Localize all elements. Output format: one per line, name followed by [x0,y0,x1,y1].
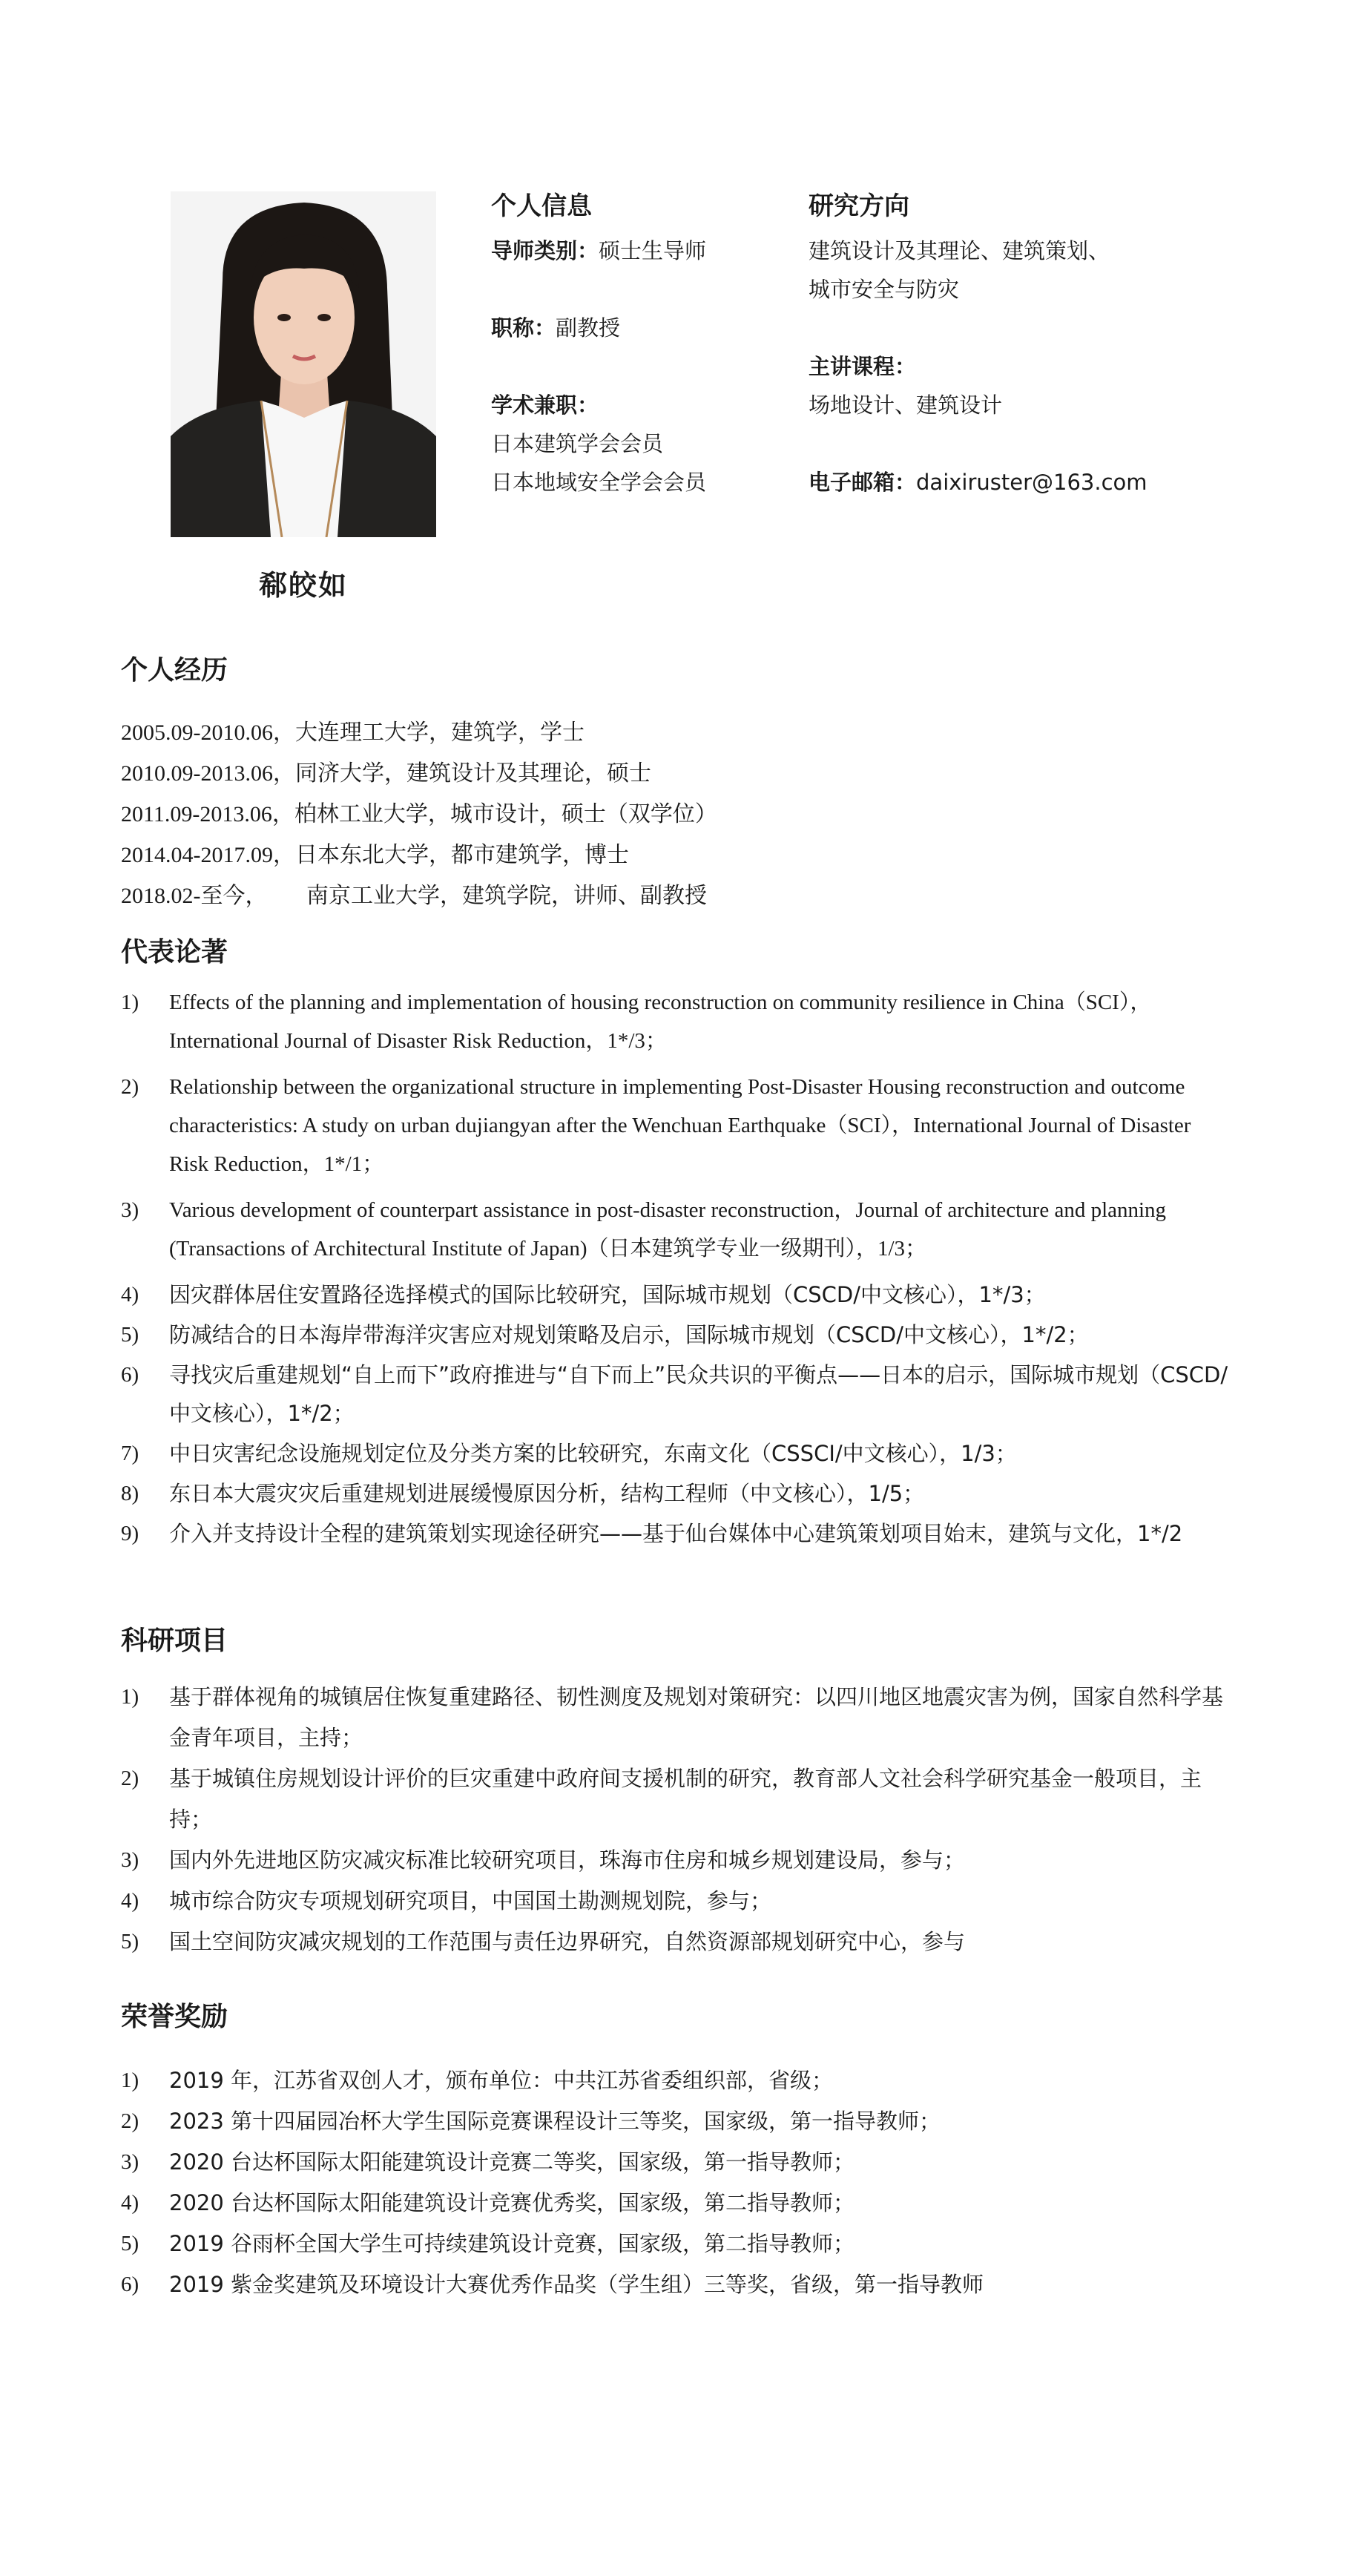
experience-item: 2011.09-2013.06，柏林工业大学，城市设计，硕士（双学位） [121,802,717,827]
item-number: 7) [121,1442,139,1465]
item-number: 4) [121,2191,139,2215]
item-text: Relationship between the organizational structure in implementing Post-Disaster Housing reconstruction and outcome characteristics: A study on urban dujiangyan after the Wenchuan Earthquake（SCI），International Journal of Disaster Risk Reduction，1*/1； [169,1075,1191,1176]
item-text: 因灾群体居住安置路径选择模式的国际比较研究，国际城市规划（CSCD/中文核心），1*/3； [169,1282,1046,1307]
list-item [121,2224,1234,2264]
advisor-type-row [491,231,788,270]
advisor-type-value: 硕士生导师 [599,238,707,263]
experience-list [121,712,1234,916]
email-label: 电子邮箱： [809,470,917,495]
list-item [121,2142,1234,2183]
list-item [121,1840,1234,1881]
item-text: 东日本大震灾灾后重建规划进展缓慢原因分析，结构工程师（中文核心），1/5； [169,1481,925,1506]
projects-list [121,1677,1234,1962]
list-item [121,1677,1234,1758]
list-item [121,983,1234,1060]
person-name: 郗皎如 [258,569,348,602]
courses-label: 主讲课程： [809,354,917,379]
list-item [121,2060,1234,2101]
list-item [121,1881,1234,1922]
job-title-label: 职称： [491,315,556,341]
item-number: 5) [121,1930,139,1954]
profile-photo [171,191,436,537]
item-text: 介入并支持设计全程的建筑策划实现途径研究——基于仙台媒体中心建筑策划项目始末，建筑与文化，1*/2 [169,1521,1183,1546]
list-item [121,2264,1234,2305]
experience-item: 2005.09-2010.06，大连理工大学，建筑学，学士 [121,720,585,745]
item-number: 3) [121,2150,139,2174]
item-number: 3) [121,1198,139,1222]
personal-info-heading: 个人信息 [491,191,592,221]
academic-line: 日本建筑学会会员 [491,431,664,456]
papers-heading: 代表论著 [121,937,228,967]
experience-item: 2018.02-至今， 南京工业大学，建筑学院，讲师、副教授 [121,884,707,908]
list-item [121,1474,1234,1513]
experience-item: 2014.04-2017.09，日本东北大学，都市建筑学，博士 [121,843,629,867]
item-text: 寻找灾后重建规划“自上而下”政府推进与“自下而上”民众共识的平衡点——日本的启示，国际城市规划（CSCD/中文核心），1*/2； [169,1362,1228,1426]
job-title-value: 副教授 [556,315,621,341]
list-item [121,1434,1234,1473]
awards-list [121,2060,1234,2305]
item-text: 国土空间防灾减灾规划的工作范围与责任边界研究，自然资源部规划研究中心，参与 [169,1929,966,1954]
item-text: 2019 年，江苏省双创人才，颁布单位：中共江苏省委组织部，省级； [169,2068,834,2093]
projects-heading: 科研项目 [121,1626,228,1656]
item-text: 基于城镇住房规划设计评价的巨灾重建中政府间支援机制的研究，教育部人文社会科学研究基金一般项目，主持； [169,1766,1202,1832]
item-text: Effects of the planning and implementation of housing reconstruction on community resilience in China（SCI），International Journal of Disaster Risk Reduction，1*/3； [169,990,1152,1053]
awards-heading: 荣誉奖励 [121,2002,228,2032]
item-number: 6) [121,1363,139,1387]
list-item [121,1758,1234,1840]
item-number: 1) [121,990,139,1014]
list-item [121,1191,1234,1268]
item-number: 4) [121,1889,139,1913]
list-item [121,1275,1234,1314]
academic-label: 学术兼职： [491,392,599,418]
item-text: 防减结合的日本海岸带海洋灾害应对规划策略及启示，国际城市规划（CSCD/中文核心），1*/2； [169,1322,1089,1347]
courses-value: 场地设计、建筑设计 [809,392,1003,418]
email-row [809,463,1224,502]
item-text: 基于群体视角的城镇居住恢复重建路径、韧性测度及规划对策研究：以四川地区地震灾害为例，国家自然科学基金青年项目，主持； [169,1684,1224,1750]
experience-heading: 个人经历 [121,655,228,686]
research-line: 城市安全与防灾 [809,277,960,302]
item-text: 2020 台达杯国际太阳能建筑设计竞赛二等奖，国家级，第一指导教师； [169,2149,855,2175]
item-text: 中日灾害纪念设施规划定位及分类方案的比较研究，东南文化（CSSCI/中文核心），1/3； [169,1441,1017,1466]
list-item [121,1356,1234,1433]
papers-list [121,983,1234,1554]
list-item [121,2101,1234,2142]
item-number: 1) [121,2069,139,2092]
list-item [121,1068,1234,1183]
item-number: 3) [121,1848,139,1872]
advisor-type-label: 导师类别： [491,238,599,263]
job-title-row [491,309,788,347]
item-number: 4) [121,1283,139,1307]
item-text: 城市综合防灾专项规划研究项目，中国国土勘测规划院，参与； [169,1888,772,1913]
item-number: 8) [121,1482,139,1505]
list-item [121,1922,1234,1962]
item-text: 2019 谷雨杯全国大学生可持续建筑设计竞赛，国家级，第二指导教师； [169,2231,855,2256]
item-text: Various development of counterpart assistance in post-disaster reconstruction，Journal of architecture and planning (Transactions of Architectural Institute of Japan)（日本建筑学专业一级期刊），1/3； [169,1198,1167,1261]
item-text: 2019 紫金奖建筑及环境设计大赛优秀作品奖（学生组）三等奖，省级，第一指导教师 [169,2272,984,2297]
item-text: 2023 第十四届园冶杯大学生国际竞赛课程设计三等奖，国家级，第一指导教师； [169,2109,941,2134]
personal-info [491,188,788,502]
item-number: 1) [121,1685,139,1709]
list-item [121,1514,1234,1553]
item-number: 2) [121,1075,139,1099]
academic-line: 日本地域安全学会会员 [491,470,707,495]
item-number: 9) [121,1522,139,1545]
email-value[interactable]: daixiruster@163.com [916,470,1148,495]
item-number: 2) [121,2109,139,2133]
item-number: 5) [121,2232,139,2255]
item-text: 2020 台达杯国际太阳能建筑设计竞赛优秀奖，国家级，第二指导教师； [169,2190,855,2215]
item-number: 6) [121,2273,139,2296]
research-heading: 研究方向 [809,191,909,221]
list-item [121,2183,1234,2224]
list-item [121,1315,1234,1354]
item-text: 国内外先进地区防灾减灾标准比较研究项目，珠海市住房和城乡规划建设局，参与； [169,1847,966,1873]
experience-item: 2010.09-2013.06，同济大学，建筑设计及其理论，硕士 [121,761,651,786]
item-number: 5) [121,1323,139,1347]
research-info [809,188,1224,502]
item-number: 2) [121,1767,139,1790]
research-line: 建筑设计及其理论、建筑策划、 [809,238,1110,263]
